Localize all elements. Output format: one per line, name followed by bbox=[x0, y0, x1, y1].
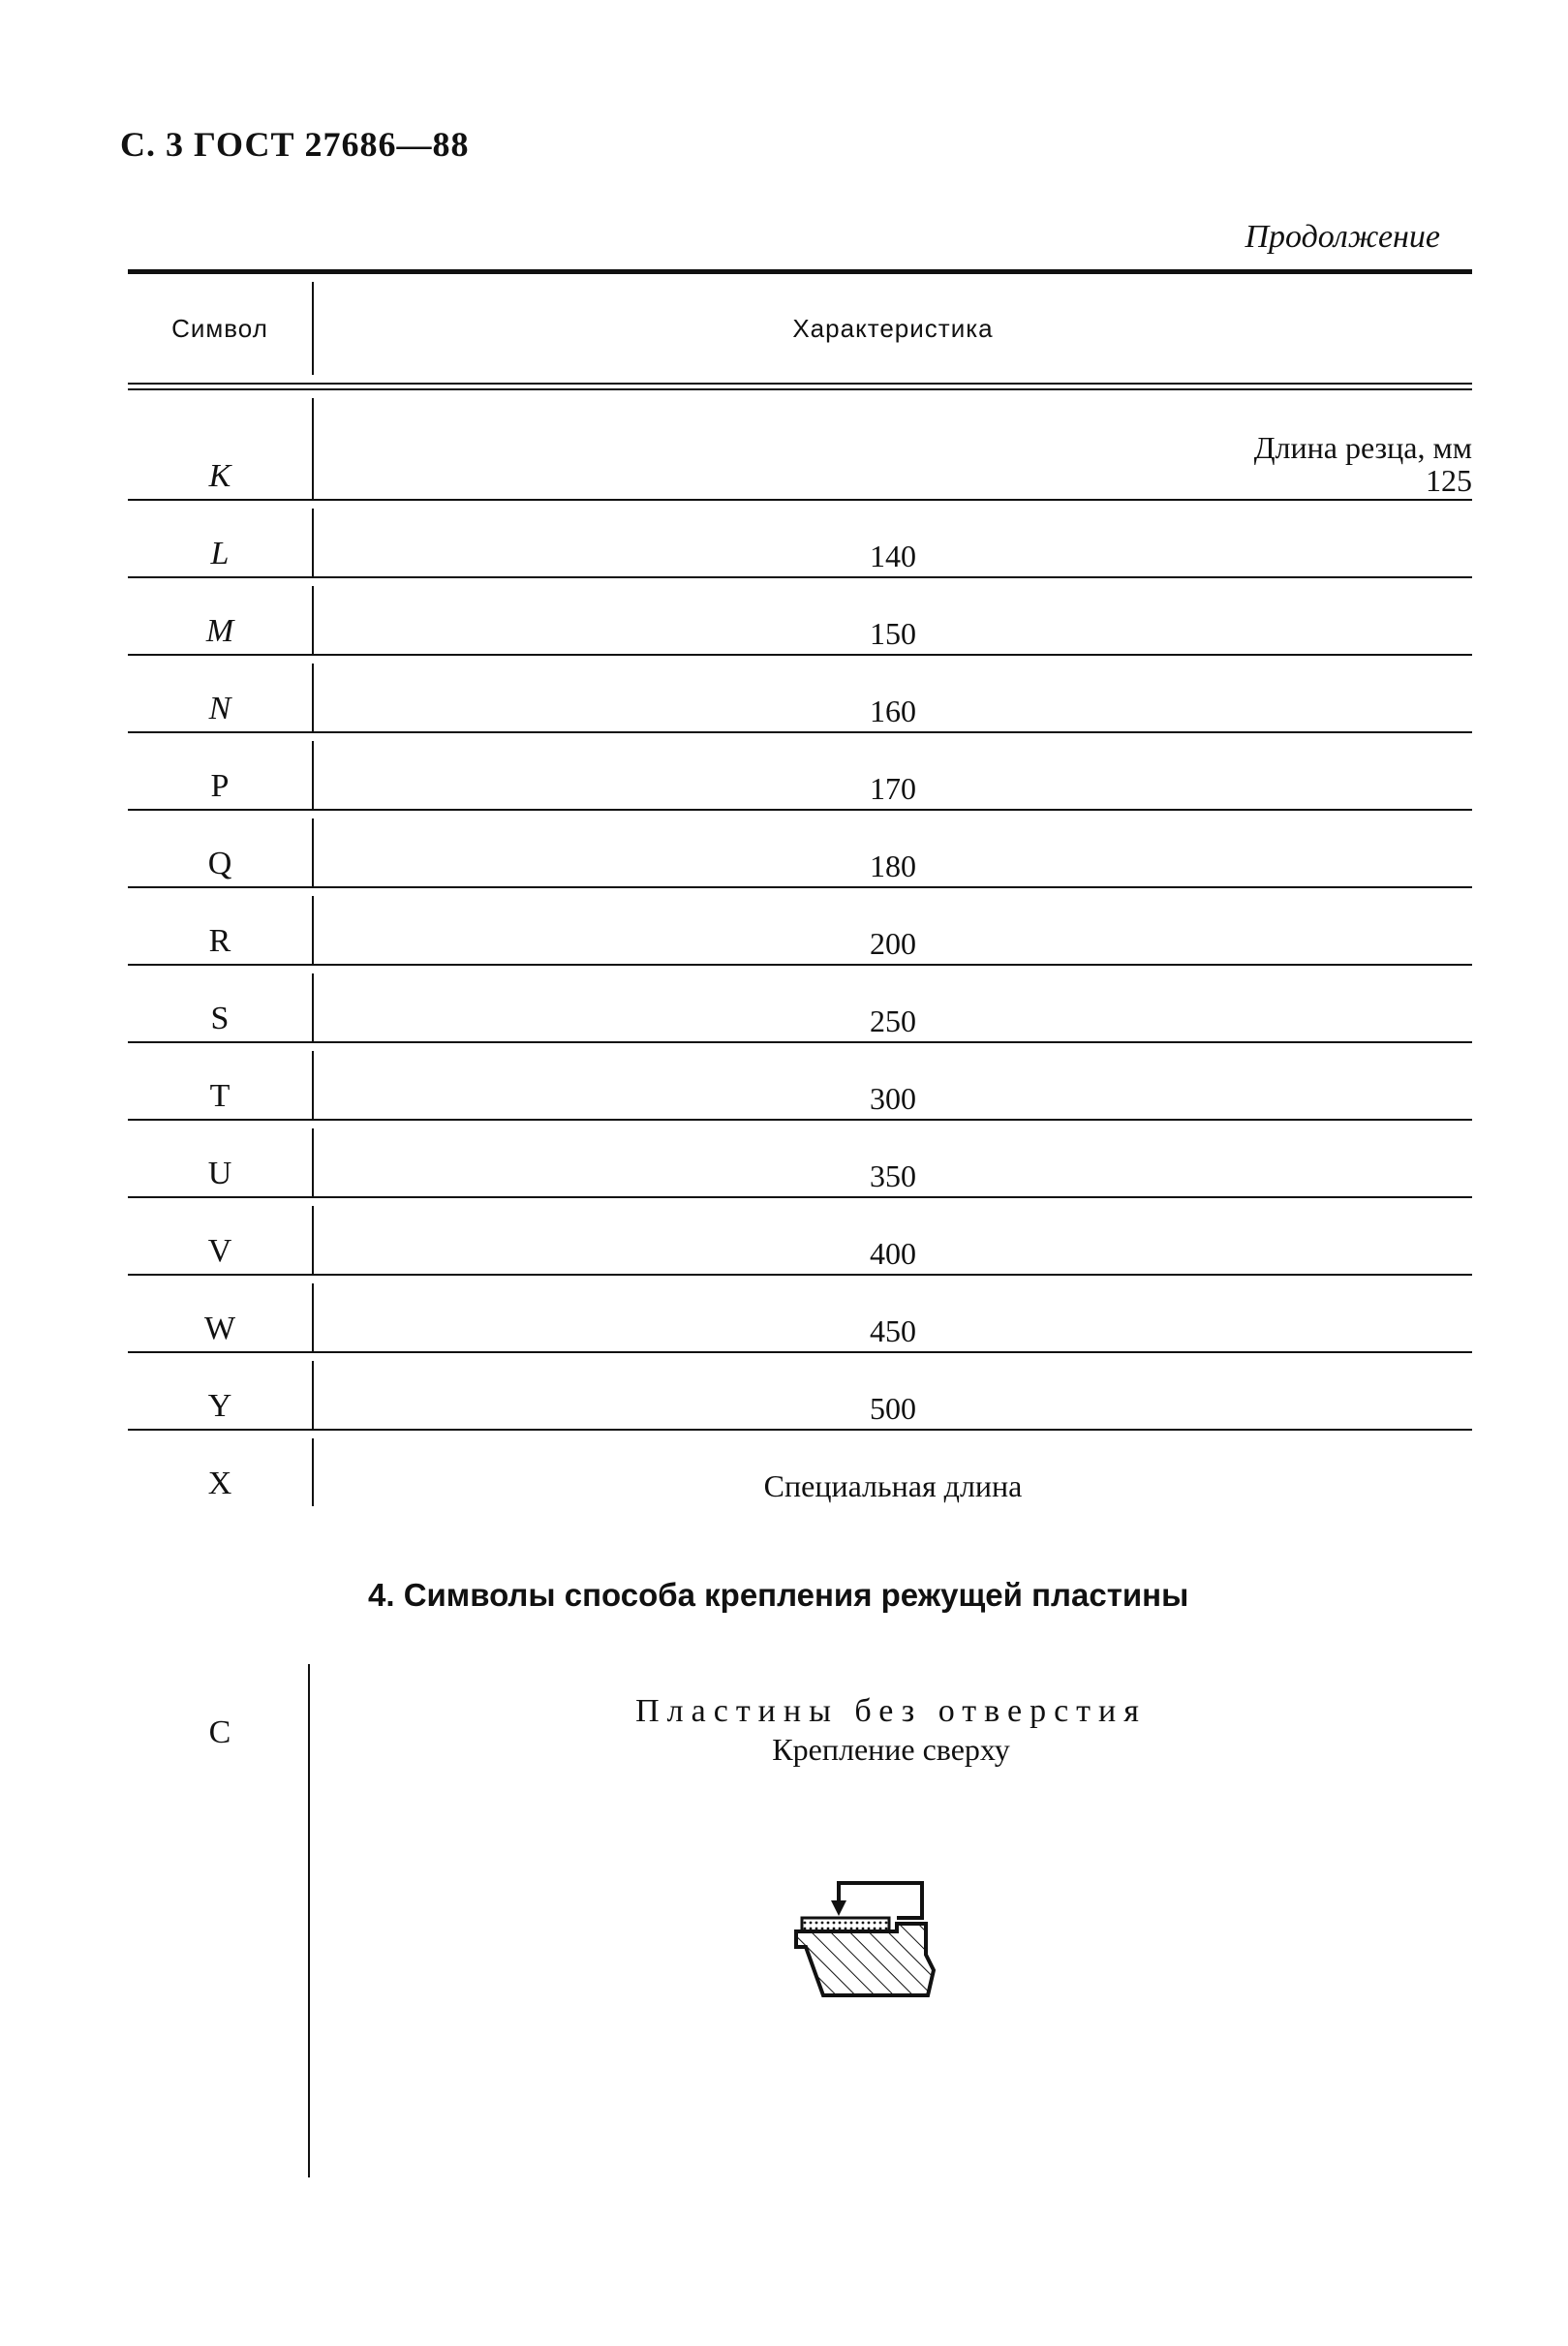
table-row bbox=[128, 1431, 1472, 1506]
section-4-title: 4. Символы способа крепления режущей пластины bbox=[368, 1577, 1189, 1613]
row-value: 400 bbox=[312, 1206, 1472, 1274]
header-double-rule bbox=[128, 383, 1472, 390]
top-clamp-insert-diagram-icon bbox=[784, 1868, 959, 2008]
table-header-row bbox=[128, 274, 1472, 383]
row-value: 300 bbox=[312, 1051, 1472, 1119]
row-symbol: W bbox=[203, 1311, 236, 1346]
table-row bbox=[128, 733, 1472, 811]
row-symbol: L bbox=[210, 536, 230, 571]
section-4-block bbox=[128, 1664, 1472, 2177]
table-row bbox=[128, 1121, 1472, 1198]
row-symbol: Q bbox=[207, 846, 232, 881]
row-value: 250 bbox=[312, 973, 1472, 1041]
section-4-symbol: C bbox=[208, 1714, 231, 1750]
table-row bbox=[128, 656, 1472, 733]
row-value: 160 bbox=[312, 664, 1472, 731]
row-symbol: Y bbox=[207, 1388, 232, 1424]
table-row bbox=[128, 888, 1472, 966]
table-row bbox=[128, 1353, 1472, 1431]
row-value: Специальная длина bbox=[312, 1438, 1472, 1506]
row-symbol: U bbox=[207, 1156, 232, 1191]
row-symbol: X bbox=[207, 1466, 232, 1501]
row-value bbox=[312, 398, 1472, 499]
symbol-table bbox=[128, 269, 1472, 1506]
row-value: 180 bbox=[312, 818, 1472, 886]
row-value: 140 bbox=[312, 509, 1472, 576]
row-value: 350 bbox=[312, 1128, 1472, 1196]
header-symbol: Символ bbox=[171, 313, 268, 343]
row-symbol: S bbox=[210, 1001, 230, 1036]
table-row bbox=[128, 1276, 1472, 1353]
row-value: 170 bbox=[312, 741, 1472, 809]
table-row bbox=[128, 578, 1472, 656]
row-value: 450 bbox=[312, 1283, 1472, 1351]
row-symbol: V bbox=[207, 1233, 232, 1269]
row-symbol: R bbox=[208, 923, 231, 959]
row-value: 200 bbox=[312, 896, 1472, 964]
row-symbol: T bbox=[209, 1078, 231, 1114]
group-label: Длина резца, мм bbox=[1253, 430, 1472, 465]
table-row bbox=[128, 811, 1472, 888]
continuation-label: Продолжение bbox=[1245, 219, 1440, 255]
row-symbol: M bbox=[205, 613, 234, 649]
row-value-text: 125 bbox=[1426, 463, 1472, 498]
section-4-line1: Пластины без отверстия bbox=[635, 1693, 1147, 1729]
page-header: С. 3 ГОСТ 27686—88 bbox=[120, 125, 470, 164]
row-symbol: N bbox=[208, 691, 231, 726]
table-row bbox=[128, 390, 1472, 501]
table-row bbox=[128, 966, 1472, 1043]
section-4-line2: Крепление сверху bbox=[772, 1732, 1010, 1767]
row-symbol: K bbox=[208, 458, 231, 494]
table-row bbox=[128, 1043, 1472, 1121]
table-row bbox=[128, 1198, 1472, 1276]
row-value: 150 bbox=[312, 586, 1472, 654]
row-value: 500 bbox=[312, 1361, 1472, 1429]
header-characteristic: Характеристика bbox=[312, 282, 1472, 375]
row-symbol: P bbox=[210, 768, 230, 804]
table-row bbox=[128, 501, 1472, 578]
